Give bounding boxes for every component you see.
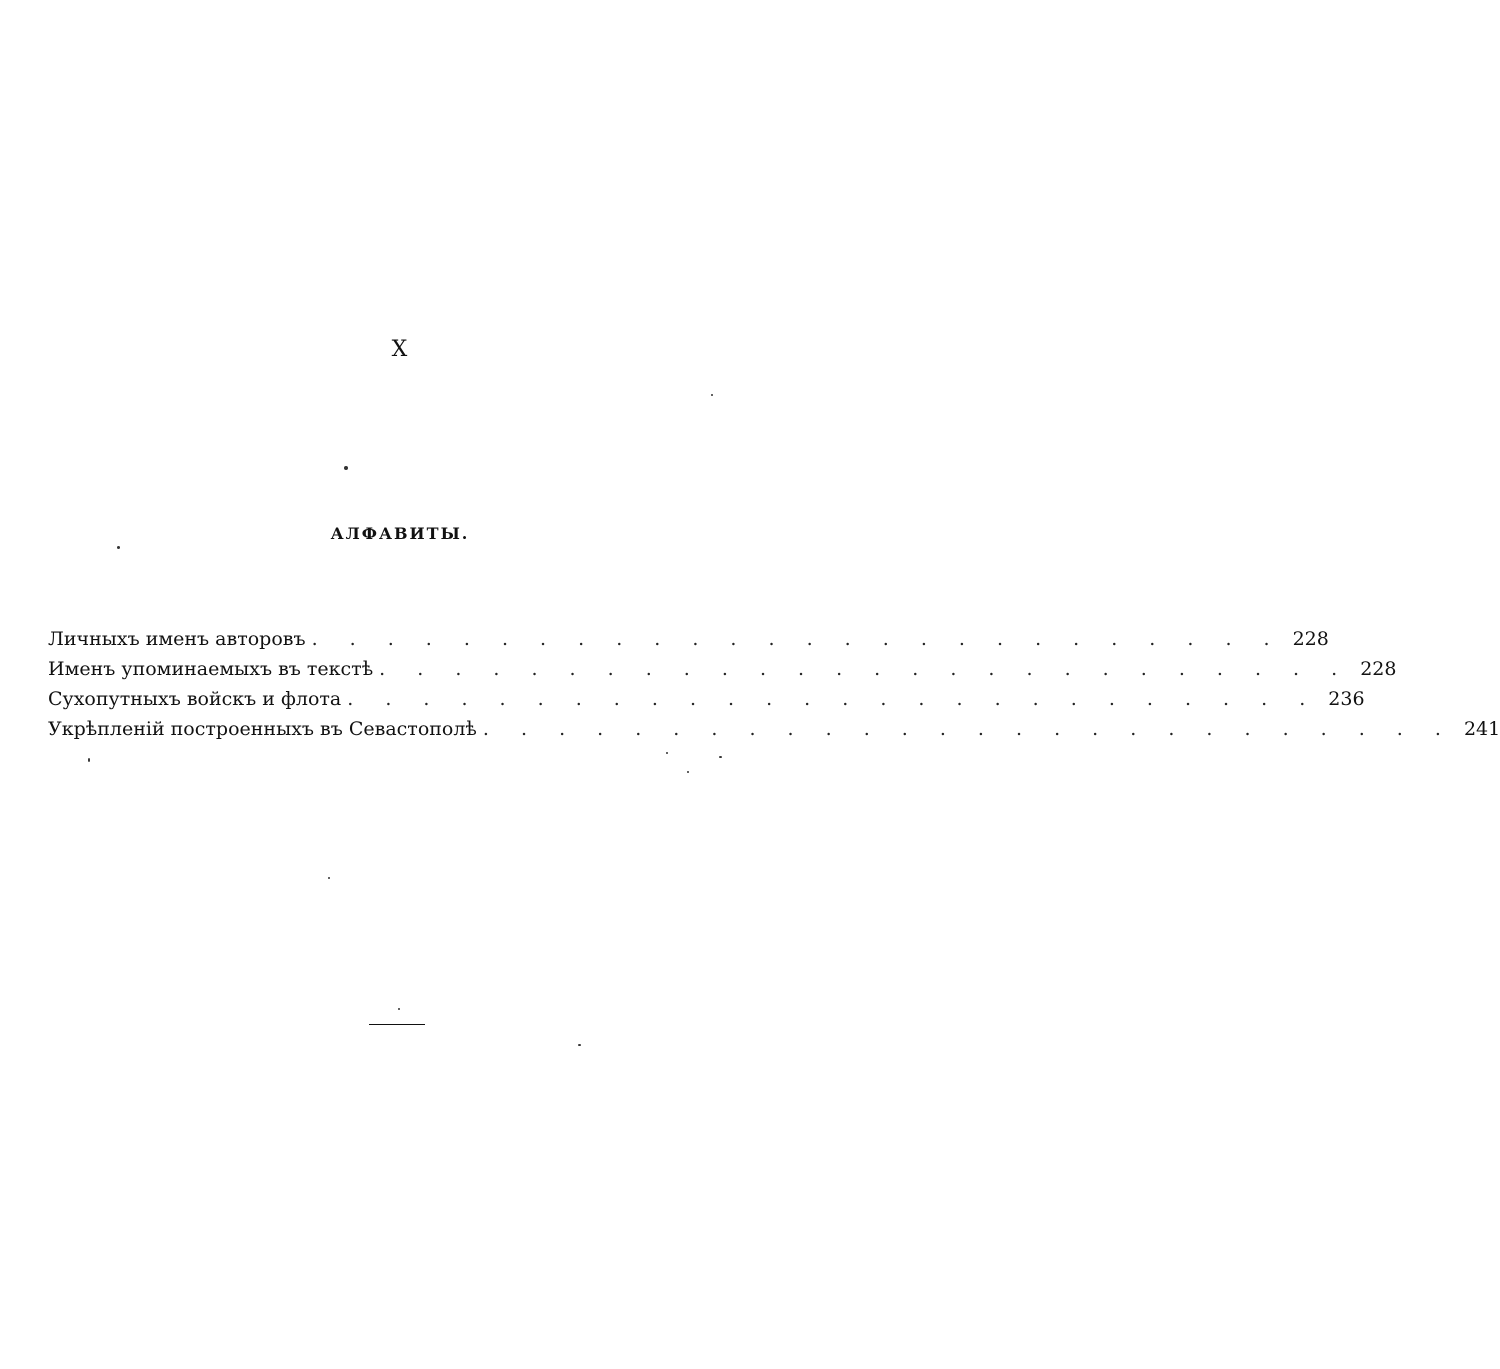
toc-entry-page: 236 <box>1328 688 1365 710</box>
toc-entry-page: 241 <box>1463 718 1500 740</box>
toc-entry-page: 228 <box>1292 628 1329 650</box>
section-number: X <box>391 337 409 362</box>
scan-speck <box>398 1008 400 1010</box>
scan-speck <box>711 394 713 396</box>
scan-speck <box>328 877 330 879</box>
closing-rule <box>369 1024 425 1025</box>
scan-speck <box>666 752 668 754</box>
toc-entry-title: Сухопутныхъ войскъ и флота <box>48 688 342 710</box>
toc-entry-title: Укрѣпленій построенныхъ въ Севастополѣ <box>48 718 477 740</box>
toc-entry-title: Именъ упоминаемыхъ въ текстѣ <box>48 658 374 680</box>
scan-speck <box>344 466 348 470</box>
scan-speck <box>578 1044 581 1046</box>
toc-dot-leader: . . . . . . . . . . . . . . . . . . . . . . . . . . <box>379 658 1351 680</box>
toc-dot-leader: . . . . . . . . . . . . . . . . . . . . . . . . . . <box>482 718 1454 740</box>
toc-entry <box>48 654 1397 684</box>
scan-speck <box>719 756 722 758</box>
scan-speck <box>117 546 120 549</box>
toc-dot-leader: . . . . . . . . . . . . . . . . . . . . . . . . . . <box>311 628 1283 650</box>
toc-dot-leader: . . . . . . . . . . . . . . . . . . . . . . . . . . <box>347 688 1319 710</box>
table-of-contents <box>48 624 1500 744</box>
toc-entry <box>48 624 1329 654</box>
toc-entry-page: 228 <box>1360 658 1397 680</box>
toc-entry <box>48 684 1365 714</box>
section-heading: АЛФАВИТЫ. <box>330 524 470 543</box>
scan-speck <box>88 758 90 762</box>
toc-entry-title: Личныхъ именъ авторовъ <box>48 628 306 650</box>
toc-entry <box>48 714 1500 744</box>
scan-speck <box>687 771 689 773</box>
